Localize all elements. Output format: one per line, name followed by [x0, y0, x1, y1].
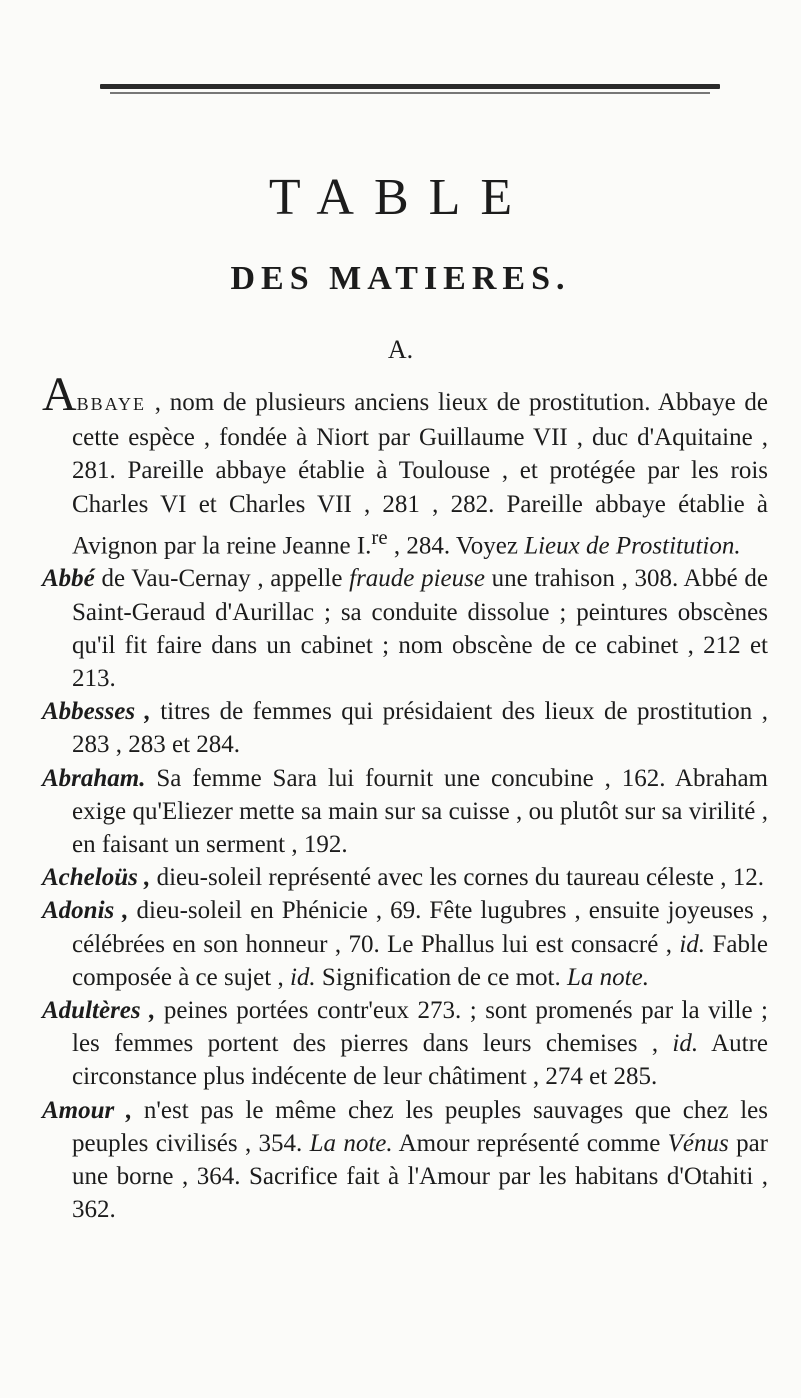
entry-text: Sa femme Sara lui fournit une concubine , 162. Abraham exige qu'Eliezer mette sa main sur sa cuisse , ou plutôt sur sa virilité , en faisant un serment , 192. — [72, 764, 768, 858]
entry-head: Abbé — [42, 565, 95, 593]
entry-text: dieu-soleil représenté avec les cornes du taureau céleste , 12. — [150, 864, 764, 892]
entry-text: Fable composée à ce sujet , — [72, 930, 768, 991]
entry-head: Amour , — [42, 1096, 133, 1124]
index-entry-adulteres — [42, 994, 768, 1094]
index-entry-abbe — [42, 562, 768, 695]
entry-head: Acheloüs , — [42, 864, 151, 892]
entry-italic: id. — [679, 930, 706, 958]
entry-text: titres de femmes qui présidaient des lieux de prostitution , 283 , 283 et 284. — [72, 698, 768, 759]
entry-text: Autre circonstance plus indécente de leur châtiment , 274 et 285. — [72, 1030, 769, 1091]
entry-text: par une borne , 364. Sacrifice fait à l'Amour par les habitans d'Otahiti , 362. — [72, 1129, 769, 1224]
drop-cap: A — [42, 368, 77, 421]
entry-italic: id. — [672, 1030, 699, 1058]
entry-head: Adonis , — [42, 897, 129, 925]
index-body — [42, 368, 769, 1226]
top-rule-thin — [110, 92, 710, 94]
entry-italic: La note. — [309, 1129, 393, 1157]
entry-head: Abraham. — [42, 764, 146, 792]
index-entry-abbaye — [42, 368, 768, 562]
entry-head: Adultères , — [42, 996, 156, 1024]
entry-text: Signification de ce mot. — [315, 963, 568, 991]
entry-head-smallcaps: BBAYE — [76, 394, 147, 414]
entry-text: peines portées contr'eux 273. ; sont promenés par la ville ; les femmes portent des pierres dans leurs chemises , — [72, 996, 768, 1058]
entry-text: n'est pas le même chez les peuples sauvages que chez les peuples civilisés , 354. — [72, 1096, 768, 1157]
entry-italic: La note. — [567, 963, 649, 991]
index-entry-adonis — [42, 894, 768, 994]
entry-italic: id. — [289, 963, 316, 991]
entry-italic: Vénus — [667, 1129, 729, 1157]
entry-head: Abbesses , — [42, 698, 151, 726]
top-rule — [100, 84, 720, 89]
page-title: TABLE — [268, 169, 533, 226]
entry-text: , nom de plusieurs anciens lieux de prostitution. Abbaye de cette espèce , fondée à Niort par Guillaume VII , duc d'Aquitaine , 281. Pareille abbaye établie à Toulouse , et protégée par les rois Charles VI et Charles VII , 281 , 282. Pareille abbaye établie à Avignon par la reine Jeanne I. — [72, 389, 768, 560]
page-subtitle: DES MATIERES. — [230, 260, 571, 297]
entry-text: Amour représenté comme — [392, 1129, 668, 1157]
entry-crossref: Lieux de Prostitution. — [524, 532, 741, 560]
section-letter: A. — [387, 335, 414, 364]
entry-text: dieu-soleil en Phénicie , 69. Fête lugubres , ensuite joyeuses , célébrées en son honneur , 70. Le Phallus lui est consacré , — [72, 897, 768, 958]
index-entry-abbesses — [42, 695, 768, 761]
index-entry-achelous — [42, 861, 768, 894]
entry-text: , 284. Voyez — [387, 532, 525, 560]
index-entry-abraham — [42, 762, 768, 862]
entry-text: une trahison , 308. Abbé de Saint-Geraud d'Aurillac ; sa conduite dissolue ; peintures obscènes qu'il fit faire dans un cabinet ; nom obscène de ce cabinet , 212 et 213. — [72, 565, 768, 692]
entry-italic: fraude pieuse — [349, 565, 485, 593]
index-entry-amour — [42, 1094, 768, 1227]
entry-text: de Vau-Cernay , appelle — [94, 565, 350, 593]
entry-superscript: re — [371, 524, 388, 549]
